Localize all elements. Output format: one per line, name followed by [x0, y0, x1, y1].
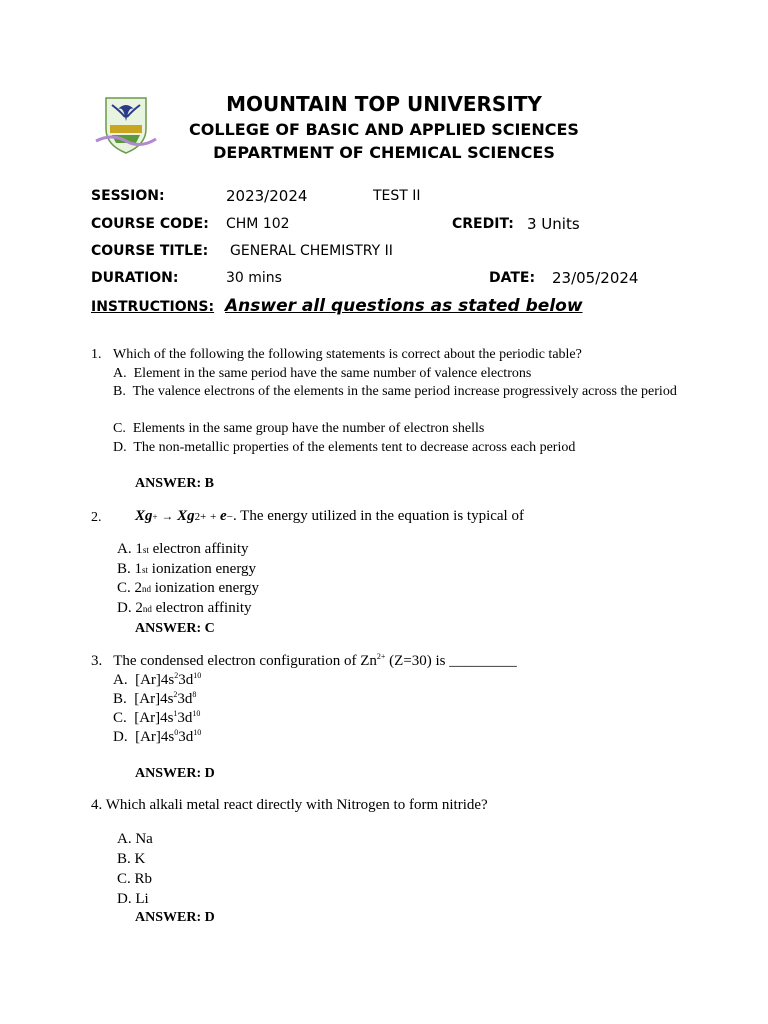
q3-option-b: [113, 691, 196, 708]
q2-eq-charge2: 2+: [194, 511, 207, 523]
duration-value: 30 mins: [226, 270, 282, 286]
q1-b-letter: B.: [113, 384, 126, 399]
q1-c-text: Elements in the same group have the number of electron shells: [132, 421, 485, 436]
q2-d-letter: D. 2: [117, 600, 143, 616]
q2-eq-x1: Xg: [135, 508, 153, 524]
q3-b-letter: B.: [113, 691, 127, 707]
q4-option-a: A. Na: [117, 831, 153, 847]
q4-option-b: B. K: [117, 851, 146, 867]
q3-b-base: [Ar]4s: [134, 691, 174, 707]
q2-a-text: electron affinity: [148, 541, 249, 557]
q3-c-mid: 3d: [177, 710, 193, 726]
q3-a-letter: A.: [113, 672, 128, 688]
instructions-value: Answer all questions as stated below: [225, 296, 583, 316]
q2-d-sup: nd: [142, 604, 152, 614]
q3-a-s: 2: [174, 671, 179, 680]
q3-c-s: 1: [173, 709, 178, 718]
course-code-value: CHM 102: [226, 216, 290, 232]
q1-option-d: [113, 440, 575, 456]
q3-d-d: 10: [193, 728, 202, 737]
q1-a-letter: A.: [113, 366, 127, 381]
q2-a-letter: A. 1: [117, 541, 143, 557]
q3-c-letter: C.: [113, 710, 127, 726]
q1-a-text: Element in the same period have the same number of valence electrons: [133, 366, 532, 381]
q4-option-d: D. Li: [117, 891, 149, 907]
q3-b-d: 8: [192, 690, 197, 699]
q4-option-c: C. Rb: [117, 871, 153, 887]
department-name: DEPARTMENT OF CHEMICAL SCIENCES: [213, 143, 555, 162]
college-name: COLLEGE OF BASIC AND APPLIED SCIENCES: [189, 120, 579, 139]
q1-option-b: [113, 384, 677, 400]
q2-equation: [135, 508, 524, 525]
q2-option-a: [117, 541, 249, 558]
q2-b-letter: B. 1: [117, 561, 143, 577]
q3-text-post: (Z=30) is _________: [385, 653, 517, 669]
q2-option-c: [117, 580, 259, 597]
q2-c-letter: C. 2: [117, 580, 143, 596]
q4-question: 4. Which alkali metal react directly with Nitrogen to form nitride?: [91, 797, 488, 813]
q3-d-s: 0: [174, 728, 179, 737]
q2-eq-arrow: →: [161, 509, 174, 523]
q1-d-text: The non-metallic properties of the elements tent to decrease across each period: [133, 440, 576, 455]
test-value: TEST II: [373, 188, 421, 204]
university-name: MOUNTAIN TOP UNIVERSITY: [226, 92, 542, 116]
q1-c-letter: C.: [113, 421, 126, 436]
q1-answer: ANSWER: B: [135, 476, 214, 491]
q1-number: 1.: [91, 347, 102, 362]
q3-question: [91, 653, 517, 670]
q3-answer: ANSWER: D: [135, 766, 215, 781]
q2-a-sup: st: [142, 545, 149, 555]
q3-c-base: [Ar]4s: [134, 710, 174, 726]
duration-label: DURATION:: [91, 270, 179, 286]
q3-a-base: [Ar]4s: [135, 672, 175, 688]
q2-number: 2.: [91, 510, 102, 525]
q2-eq-e: e: [220, 508, 227, 524]
q2-eq-x2: Xg: [177, 508, 195, 524]
session-value: 2023/2024: [226, 187, 308, 205]
q2-option-b: [117, 561, 256, 578]
q2-answer: ANSWER: C: [135, 621, 215, 636]
date-label: DATE:: [489, 270, 536, 286]
q2-b-sup: st: [142, 565, 149, 575]
q3-a-mid: 3d: [178, 672, 194, 688]
q1-b-text: The valence electrons of the elements in the same period increase progressively across the period: [132, 384, 677, 399]
q1-d-letter: D.: [113, 440, 127, 455]
q2-c-text: ionization energy: [151, 580, 260, 596]
q2-d-text: electron affinity: [151, 600, 252, 616]
q3-number: 3.: [91, 653, 103, 669]
q3-d-base: [Ar]4s: [135, 729, 175, 745]
q2-eq-minus: −: [226, 511, 233, 523]
q2-option-d: [117, 600, 252, 617]
q1-option-c: [113, 421, 484, 437]
q2-text: . The energy utilized in the equation is typical of: [232, 508, 524, 524]
course-title-value: GENERAL CHEMISTRY II: [230, 243, 393, 259]
q3-c-d: 10: [192, 709, 201, 718]
q1-text: Which of the following the following statements is correct about the periodic table?: [113, 347, 582, 362]
q2-eq-plus: +: [210, 511, 217, 523]
date-value: 23/05/2024: [552, 269, 639, 287]
course-code-label: COURSE CODE:: [91, 216, 209, 232]
q2-b-text: ionization energy: [148, 561, 257, 577]
q2-eq-charge1: +: [152, 512, 158, 522]
session-label: SESSION:: [91, 188, 165, 204]
course-title-label: COURSE TITLE:: [91, 243, 209, 259]
q2-c-sup: nd: [142, 584, 152, 594]
q3-option-a: [113, 672, 201, 689]
q3-b-s: 2: [173, 690, 178, 699]
q3-d-mid: 3d: [178, 729, 194, 745]
q3-d-letter: D.: [113, 729, 128, 745]
instructions-label: INSTRUCTIONS:: [91, 299, 215, 315]
q3-b-mid: 3d: [177, 691, 193, 707]
credit-value: 3 Units: [527, 215, 580, 233]
q3-text-pre: The condensed electron configuration of Zn: [113, 653, 377, 669]
q3-option-c: [113, 710, 200, 727]
q3-option-d: [113, 729, 201, 746]
credit-label: CREDIT:: [452, 216, 514, 232]
q3-text-sup: 2+: [376, 652, 386, 661]
q3-a-d: 10: [193, 671, 202, 680]
q4-answer: ANSWER: D: [135, 910, 215, 925]
q1-option-a: [113, 366, 531, 382]
